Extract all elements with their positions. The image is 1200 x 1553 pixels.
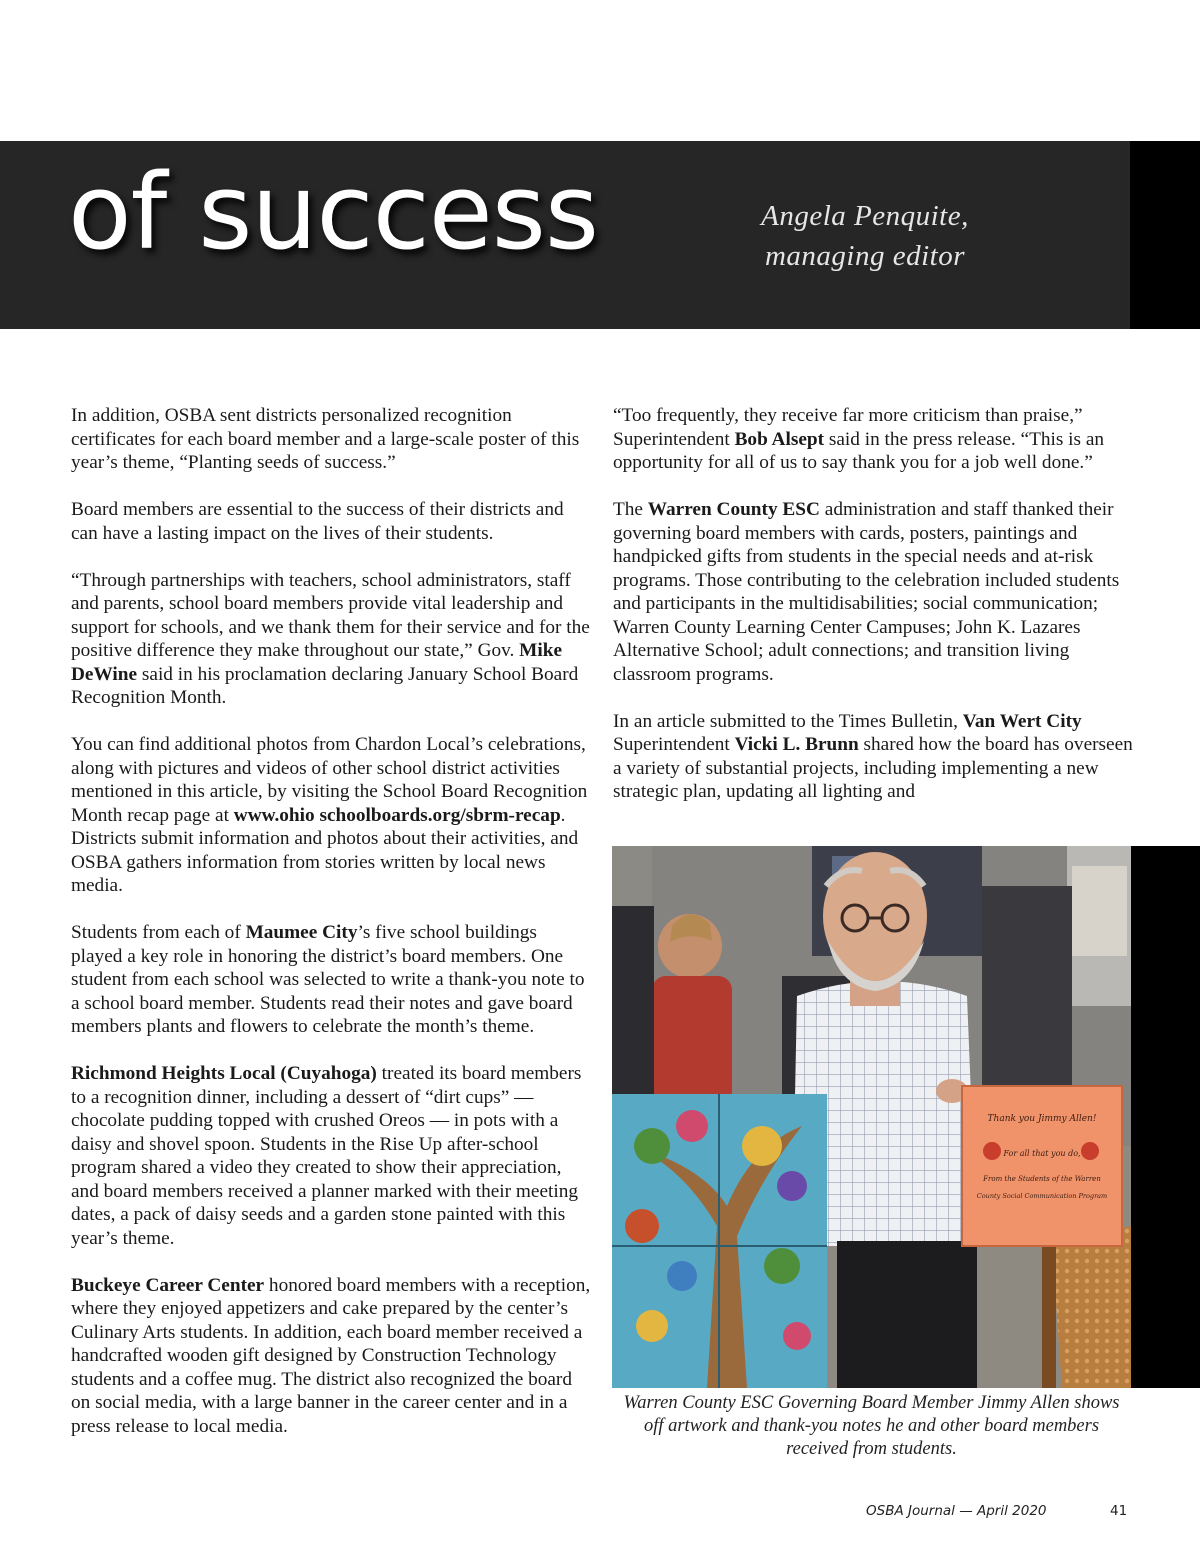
footer-journal-title: OSBA Journal — April 2020 [866,1503,1047,1519]
body-text: ’s five school buildings played a key role in honoring the district’s board members. One student from each school was selected to write a thank-you note to a school board member. Students read their notes and gave board members plants and flowers to celebrate the month’s theme. [71,922,585,1037]
body-text: said in the press release. “This is an opportunity for all of us to say thank you for a job well done.” [613,428,1105,473]
bold-name: Vicki L. Brunn [734,734,859,755]
body-text: . Districts submit information and photos about their activities, and OSBA gathers information from stories written by local news media. [71,804,579,896]
bold-name: www.ohio schoolboards.org/sbrm-recap [233,804,561,826]
body-paragraph [71,569,593,710]
byline-role: managing editor [764,240,966,272]
body-paragraph [71,404,593,475]
body-text: Superintendent [613,734,735,755]
body-paragraph [71,1062,593,1250]
page-number: 41 [1110,1503,1128,1519]
photo-caption: Warren County ESC Governing Board Member Jimmy Allen shows off artwork and thank-you notes he and other board members received from students. [623,1393,1120,1459]
body-paragraph [71,1274,593,1439]
body-text: In addition, OSBA sent districts personalized recognition certificates for each board member and a large-scale poster of this year’s theme, “Planting seeds of success.” [71,405,580,473]
bold-name: Bob Alsept [734,428,825,450]
body-text: You can find additional photos from Chardon Local’s celebrations, along with pictures and videos of other school district activities mentioned in this article, by visiting the School Board Recognition Month recap page at [71,734,588,826]
byline [720,196,1010,276]
body-text: treated its board members to a recognition dinner, including a dessert of “dirt cups” — chocolate pudding topped with crushed Oreos — in pots with a daisy and shovel spoon. Students in the Rise Up after-school program shared a video they created to show their appreciation, and board members received a planner marked with their meeting dates, a pack of daisy seeds and a garden stone painted with this year’s theme. [71,1063,582,1249]
body-text: administration and staff thanked their governing board members with cards, posters, paintings and handpicked gifts from students in the special needs and at-risk programs. Those contributing to the celebration included students and participants in the multidisabilities; social communication; Warren County Learning Center Campuses; John K. Lazares Alternative School; adult connections; and transition living classroom programs. [613,499,1120,685]
body-text: The [613,499,648,520]
body-text: In an article submitted to the Times Bulletin, [613,710,963,732]
body-text: “Through partnerships with teachers, school administrators, staff and parents, school board members provide vital leadership and support for schools, and we thank them for their service and for the positive difference they make throughout our state,” Gov. [71,569,590,661]
article-photo [612,846,1131,1388]
card-line-2: For all that you do, [1003,1149,1081,1158]
body-text: “Too frequently, they receive far more criticism than praise,” Superintendent [613,405,1083,450]
body-text: said in his proclamation declaring January School Board Recognition Month. [71,663,579,708]
bold-name: Van Wert City [962,710,1082,732]
photo-illustration [612,846,1131,1388]
card-line-1: Thank you Jimmy Allen! [987,1114,1097,1124]
body-paragraph [71,498,593,545]
left-column [71,404,593,1462]
body-paragraph [71,733,593,898]
body-text: honored board members with a reception, where they enjoyed appetizers and cake prepared by the center’s Culinary Arts students. In addition, each board member received a handcrafted wooden gift designed by Construction Technology students and a coffee mug. The district also recognized the board on social media, with a large banner in the career center and in a press release to local media. [71,1274,591,1437]
banner-edge-block [1130,141,1200,329]
bold-name: Buckeye Career Center [71,1274,265,1296]
body-text: shared how the board has overseen a variety of substantial projects, including implementing a new strategic plan, updating all lighting and [613,734,1133,802]
body-paragraph [71,921,593,1039]
body-paragraph [613,498,1135,686]
bold-name: Mike DeWine [71,640,563,685]
body-paragraph [613,710,1135,804]
right-column [613,404,1135,827]
headline: of success [68,151,599,273]
photo-side-block [1131,846,1200,1388]
body-paragraph [613,404,1135,475]
bold-name: Maumee City [245,922,358,943]
bold-name: Richmond Heights Local (Cuyahoga) [71,1063,377,1084]
card-line-3: From the Students of the Warren [983,1175,1101,1183]
body-text: Board members are essential to the success of their districts and can have a lasting impact on the lives of their students. [71,499,564,544]
body-text: Students from each of [71,922,246,943]
card-line-4: County Social Communication Program [976,1192,1108,1200]
bold-name: Warren County ESC [647,499,820,520]
byline-name: Angela Penquite, [761,200,969,232]
